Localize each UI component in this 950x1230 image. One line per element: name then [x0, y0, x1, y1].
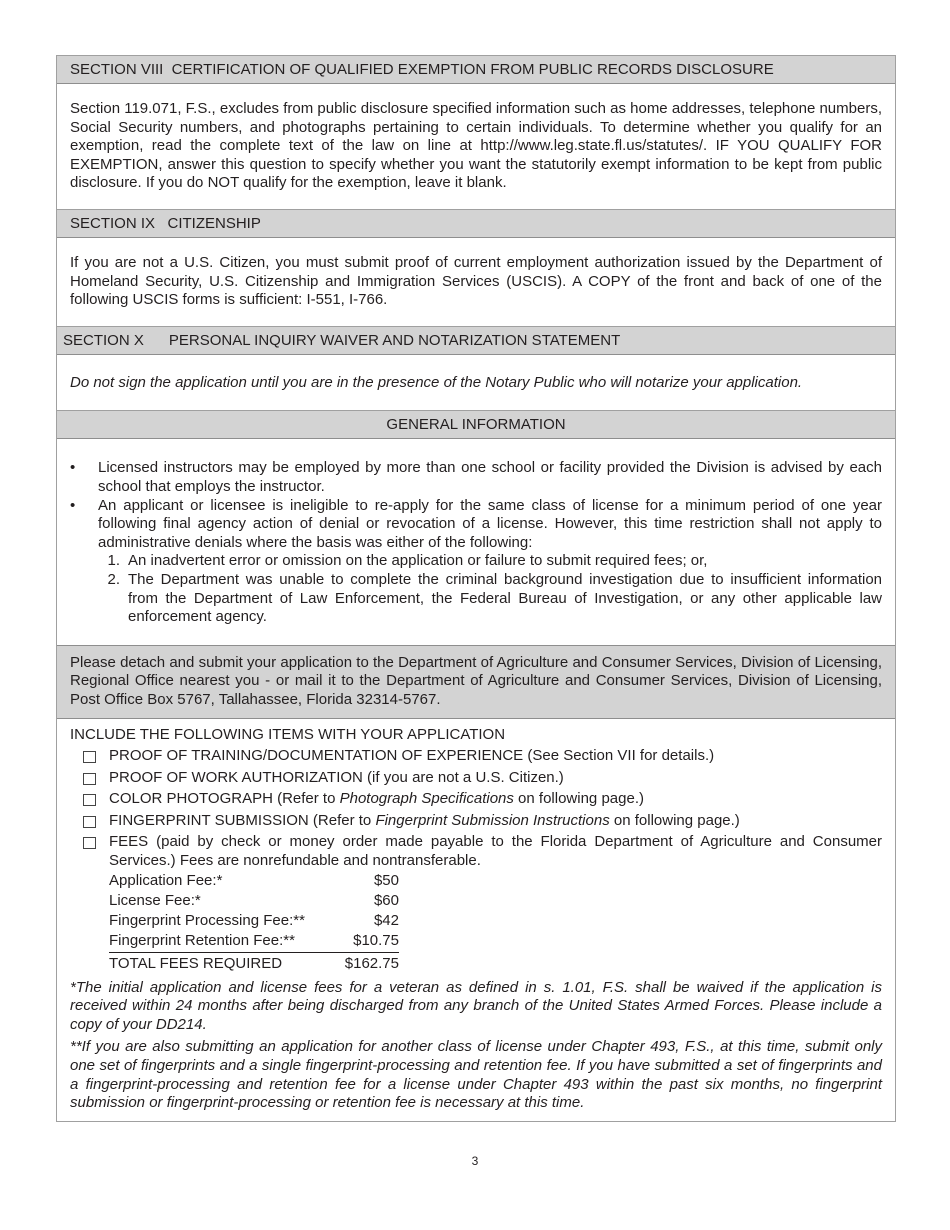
checkbox[interactable] — [83, 837, 96, 849]
sub-list — [98, 552, 882, 626]
form-page — [56, 55, 896, 1122]
include-title: INCLUDE THE FOLLOWING ITEMS WITH YOUR APPLICATION — [70, 726, 506, 744]
fingerprint-note: **If you are also submitting an application for another class of license under Chapter 493, F.S., at this time, submit only one set of fingerprints and a single fingerprint-processing and retention fee. If you have submitted a set of fingerprints and a fingerprint-processing and retention fee for a license under Chapter 493 within the past six months, no fingerprint submission or fingerprint-processing or retention fee is necessary at this time. — [70, 1038, 882, 1112]
section-10-text: Do not sign the application until you are in the presence of the Notary Public who will notarize your application. — [70, 373, 803, 391]
fee-row — [109, 932, 399, 953]
checklist-item-work-authorization — [70, 769, 882, 788]
item-label: FINGERPRINT SUBMISSION (Refer to — [109, 811, 376, 829]
total-amount: $162.75 — [344, 955, 399, 973]
checkbox[interactable] — [83, 751, 96, 763]
item-label: on following page.) — [609, 811, 740, 829]
item-label: PROOF OF WORK AUTHORIZATION (if you are not a U.S. Citizen.) — [109, 768, 564, 786]
general-info-header: GENERAL INFORMATION — [57, 410, 895, 439]
item-text: An inadvertent error or omission on the application or failure to submit required fees; or, — [128, 552, 708, 570]
section-8-text: Section 119.071, F.S., excludes from public disclosure specified information such as home addresses, telephone numbers, Social Security numbers, and photographs pertaining to certain individuals. To determine whether you qualify for an exemption, read the complete text of the law on line at http://www.leg.state.fl.us/statutes/. IF YOU QUALIFY FOR EXEMPTION, answer this question to specify whether you want the statutorily exempt information to be kept from public disclosure. If you do NOT qualify for the exemption, leave it blank. — [70, 100, 882, 192]
bullet-text: An applicant or licensee is ineligible to re-apply for the same class of license for a minimum period of one year following final agency action of denial or revocation of a license. However, this time restriction shall not apply to administrative denials where the basis was either of the following: — [98, 496, 882, 551]
item-label-italic: Fingerprint Submission Instructions — [375, 811, 610, 829]
fee-label: Fingerprint Retention Fee:** — [109, 932, 317, 953]
checklist-item-photograph — [70, 790, 882, 809]
total-label: TOTAL FEES REQUIRED — [109, 955, 283, 973]
fee-row — [109, 872, 399, 892]
item-label: FEES (paid by check or money order made payable to the Florida Department of Agriculture and Consumer Services.) Fees are nonrefundable and nontransferable. — [109, 833, 882, 870]
section-9-text: If you are not a U.S. Citizen, you must submit proof of current employment authorization issued by the Department of Homeland Security, U.S. Citizenship and Immigration Services (USCIS). A COPY of the front and back of one of the following USCIS forms is sufficient: I-551, I-766. — [70, 253, 882, 309]
include-items-section — [57, 719, 895, 1121]
item-label: PROOF OF TRAINING/DOCUMENTATION OF EXPERIENCE (See Section VII for details.) — [109, 747, 715, 765]
checklist-item-fingerprint — [70, 812, 882, 831]
sub-list-item — [107, 552, 882, 571]
item-label: COLOR PHOTOGRAPH (Refer to — [109, 790, 340, 808]
submission-instructions: Please detach and submit your application to the Department of Agriculture and Consumer Services, Division of Licensing, Regional Office nearest you - or mail it to the Department of Agriculture and Consumer Services, Division of Licensing, Post Office Box 5767, Tallahassee, Florida 32314-5767. — [57, 645, 895, 720]
fee-total-row — [109, 952, 399, 977]
general-info-list — [57, 439, 895, 644]
fee-amount: $50 — [373, 872, 399, 890]
bullet-icon: • — [70, 496, 76, 514]
veteran-note: *The initial application and license fees for a veteran as defined in s. 1.01, F.S. shall be waived if the application is received within 24 months after being discharged from any branch of the United States Armed Forces. Please include a copy of your DD214. — [70, 978, 882, 1033]
checkbox[interactable] — [83, 794, 96, 806]
section-10-header: SECTION X PERSONAL INQUIRY WAIVER AND NOTARIZATION STATEMENT — [57, 326, 895, 355]
fee-label: License Fee:* — [109, 892, 201, 910]
checklist-item-training — [70, 747, 882, 766]
fee-label: Application Fee:* — [109, 872, 223, 890]
fee-row — [109, 892, 399, 912]
item-text: The Department was unable to complete the criminal background investigation due to insufficient information from the Department of Law Enforcement, the Federal Bureau of Investigation, or any other applicable law enforcement agency. — [128, 570, 882, 626]
bullet-text: Licensed instructors may be employed by more than one school or facility provided the Division is advised by each school that employs the instructor. — [98, 459, 882, 495]
fee-row — [109, 912, 399, 932]
fee-label: Fingerprint Processing Fee:** — [109, 912, 305, 930]
page-number: 3 — [471, 1154, 479, 1168]
section-9-header: SECTION IX CITIZENSHIP — [57, 209, 895, 238]
item-number: 1. — [107, 552, 120, 570]
fee-amount: $10.75 — [317, 932, 399, 953]
list-item — [70, 497, 882, 627]
checklist-item-fees — [70, 833, 882, 870]
sub-list-item — [107, 570, 882, 627]
checkbox[interactable] — [83, 773, 96, 785]
fee-amount: $42 — [373, 912, 399, 930]
item-label: on following page.) — [513, 790, 644, 808]
checkbox[interactable] — [83, 816, 96, 828]
fee-amount: $60 — [373, 892, 399, 910]
item-label-italic: Photograph Specifications — [339, 790, 514, 808]
fees-table — [109, 872, 399, 977]
section-8-header: SECTION VIII CERTIFICATION OF QUALIFIED EXEMPTION FROM PUBLIC RECORDS DISCLOSURE — [57, 56, 895, 84]
item-number: 2. — [107, 570, 120, 588]
bullet-icon: • — [70, 459, 76, 477]
list-item — [70, 459, 882, 496]
